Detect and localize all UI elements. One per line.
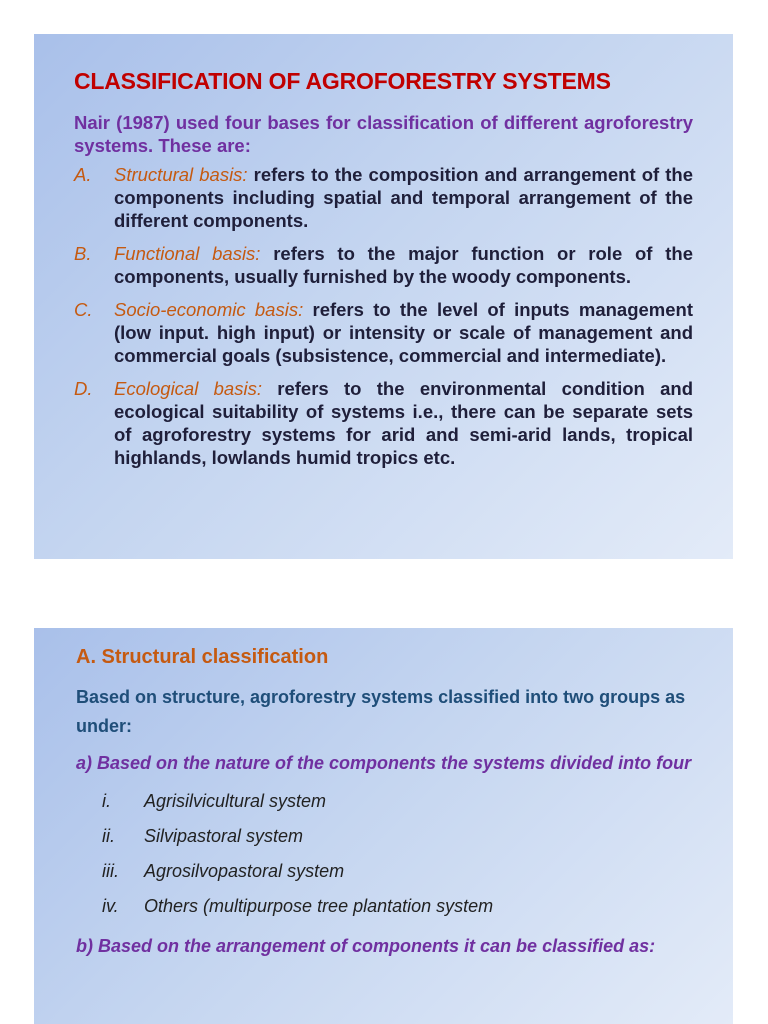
basis-item-structural — [74, 163, 693, 232]
slide-structural-classification — [34, 628, 733, 1024]
point-b: b) Based on the arrangement of components it can be classified as: — [76, 936, 656, 956]
list-item — [76, 819, 693, 854]
point-a: a) Based on the nature of the components the systems divided into four — [76, 753, 692, 773]
list-text: Silvipastoral system — [144, 826, 304, 846]
item-term: Socio-economic basis: — [114, 299, 304, 320]
list-text: Others (multipurpose tree plantation system — [144, 896, 494, 916]
list-item — [76, 854, 693, 889]
list-item — [76, 889, 693, 924]
list-text: Agrosilvopastoral system — [144, 861, 345, 881]
list-number: ii. — [102, 826, 115, 846]
item-description: refers to the level of inputs management (low input. high input) or intensity or scale of management and commercial goals (subsistence, commercial and intermediate). — [114, 299, 693, 366]
item-letter: B. — [74, 243, 92, 264]
list-number: iv. — [102, 896, 119, 916]
slide-classification — [34, 34, 733, 559]
list-number: iii. — [102, 861, 119, 881]
list-item — [76, 784, 693, 819]
item-term: Structural basis: — [114, 164, 248, 185]
basis-item-socio-economic — [74, 298, 693, 367]
basis-item-functional — [74, 242, 693, 288]
system-list — [76, 784, 693, 924]
basis-item-ecological — [74, 377, 693, 469]
slide-title: A. Structural classification — [76, 646, 329, 668]
item-term: Functional basis: — [114, 243, 261, 264]
item-description: refers to the environmental condition and ecological suitability of systems i.e., there can be separate sets of agroforestry systems for arid and semi-arid lands, tropical highlands, lowlands humid tropics etc. — [114, 378, 694, 468]
list-text: Agrisilvicultural system — [144, 791, 327, 811]
item-description: refers to the composition and arrangement of the components including spatial and temporal arrangement of the different components. — [114, 164, 693, 231]
item-letter: C. — [74, 299, 93, 320]
item-letter: D. — [74, 378, 93, 399]
item-term: Ecological basis: — [114, 378, 262, 399]
list-number: i. — [102, 791, 111, 811]
intro-text: Based on structure, agroforestry systems classified into two groups as under: — [76, 687, 686, 736]
slide-title: CLASSIFICATION OF AGROFORESTRY SYSTEMS — [74, 68, 611, 94]
item-letter: A. — [74, 164, 92, 185]
intro-text: Nair (1987) used four bases for classification of different agroforestry systems. These are: — [74, 112, 693, 156]
item-description: refers to the major function or role of the components, usually furnished by the woody components. — [114, 243, 693, 287]
